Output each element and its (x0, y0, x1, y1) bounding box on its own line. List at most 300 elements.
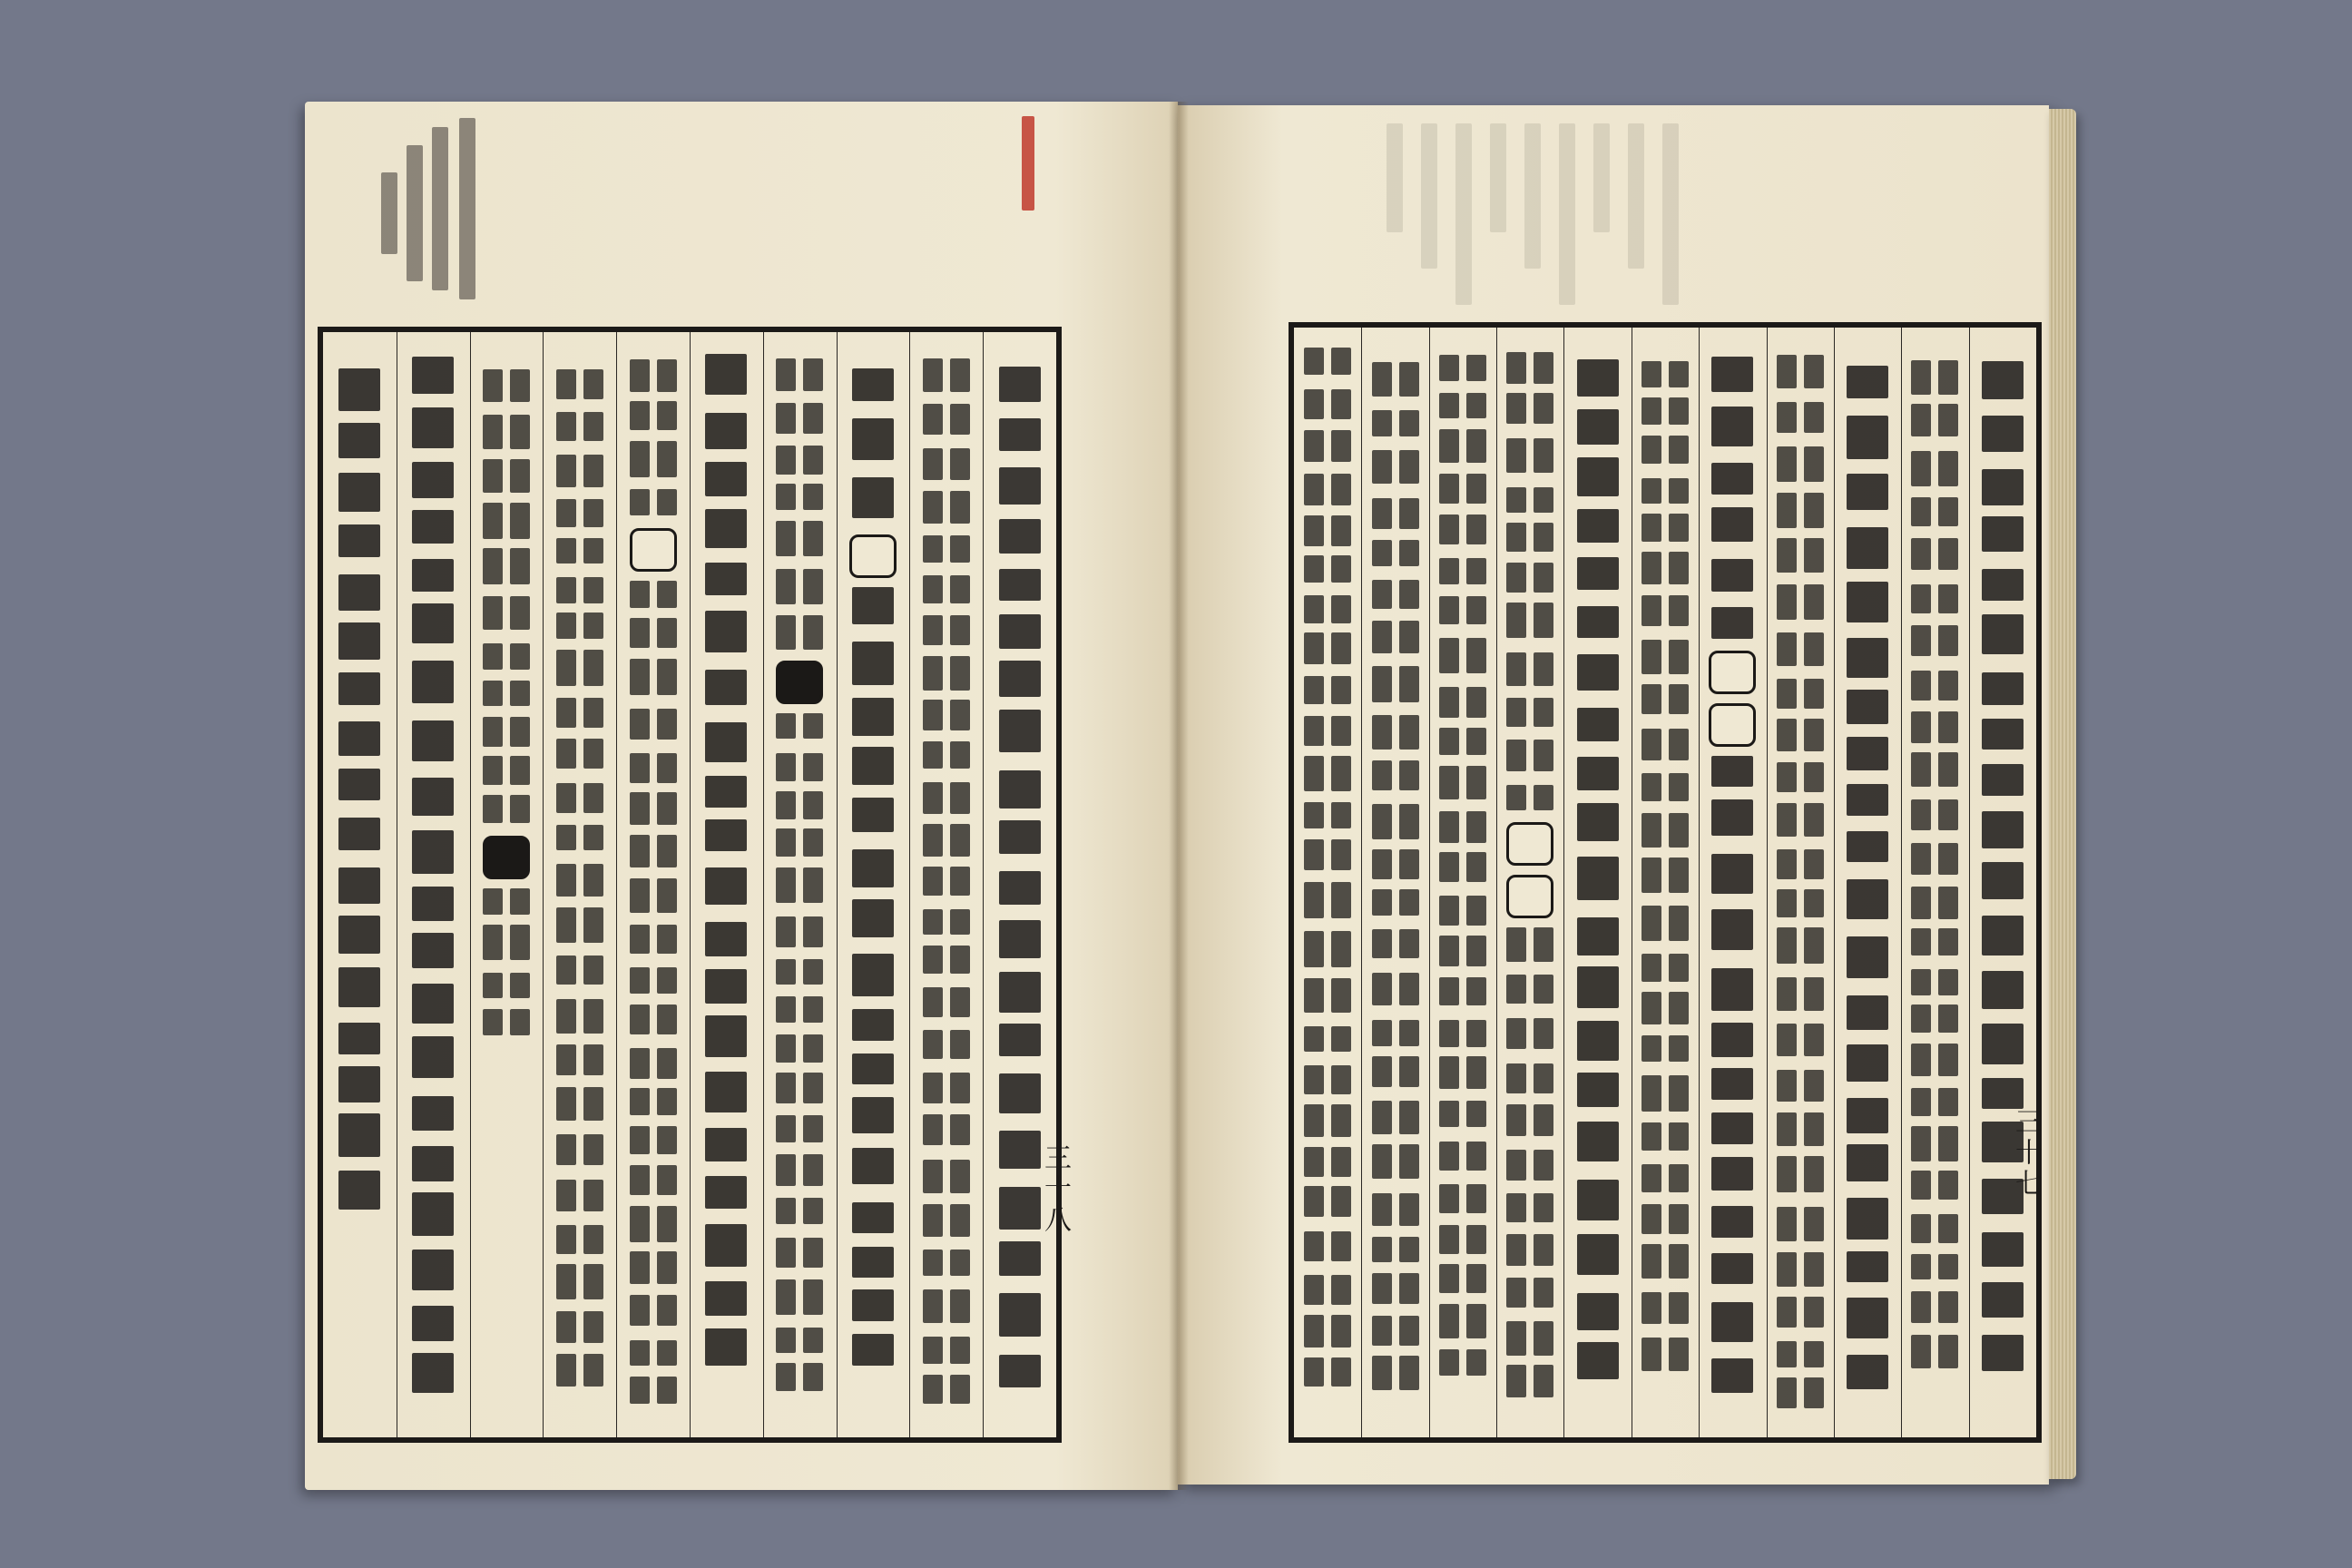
printed-character (1534, 603, 1553, 638)
printed-character (1331, 756, 1351, 791)
printed-character (1439, 1020, 1459, 1047)
printed-character (1642, 397, 1661, 425)
printed-character (1506, 438, 1526, 473)
printed-character (923, 656, 943, 691)
printed-character (1911, 497, 1931, 525)
text-column (841, 345, 905, 1425)
printed-character (950, 404, 970, 435)
printed-character (950, 1030, 970, 1058)
printed-character (583, 825, 603, 851)
printed-character (705, 611, 747, 652)
printed-character (950, 615, 970, 645)
handwritten-note-stroke (432, 127, 448, 290)
printed-character (1399, 1316, 1419, 1346)
printed-character (1642, 552, 1661, 584)
printed-character (1711, 1302, 1753, 1343)
printed-character (1938, 969, 1958, 995)
text-column (694, 345, 758, 1425)
printed-character (1938, 1171, 1958, 1200)
printed-character (1331, 1231, 1351, 1261)
printed-character (583, 1044, 603, 1074)
printed-character (1804, 1070, 1824, 1102)
printed-character (923, 909, 943, 935)
printed-character (803, 446, 823, 475)
printed-character (1466, 728, 1486, 755)
printed-character (1711, 799, 1753, 837)
show-through-stroke (1559, 123, 1575, 305)
text-column (1836, 340, 1899, 1425)
printed-character (1669, 1338, 1689, 1371)
printed-character (1372, 1316, 1392, 1346)
printed-character (776, 1328, 796, 1354)
printed-character (923, 1204, 943, 1237)
printed-character (556, 825, 576, 851)
column-rule (1969, 328, 1970, 1437)
printed-character (1938, 843, 1958, 876)
printed-character (583, 499, 603, 527)
printed-character (412, 984, 454, 1024)
printed-character (1577, 509, 1619, 543)
column-rule (543, 332, 544, 1437)
printed-character (1466, 514, 1486, 544)
printed-character (923, 1250, 943, 1275)
printed-character (1642, 1164, 1661, 1192)
column-rule (470, 332, 471, 1437)
printed-character (510, 795, 530, 823)
printed-character (1847, 1251, 1888, 1283)
printed-character (923, 448, 943, 480)
printed-character (483, 925, 503, 960)
printed-character (1938, 1004, 1958, 1033)
printed-character (1331, 515, 1351, 546)
printed-character (803, 569, 823, 603)
printed-character (1669, 684, 1689, 714)
printed-character (630, 709, 650, 740)
printed-character (1911, 671, 1931, 701)
printed-character (510, 717, 530, 747)
printed-character (1711, 1358, 1753, 1393)
printed-character (950, 1114, 970, 1145)
printed-character (657, 401, 677, 430)
printed-character (483, 369, 503, 402)
printed-character (950, 1160, 970, 1193)
text-column (915, 345, 978, 1425)
printed-character (705, 819, 747, 851)
printed-character (1804, 1156, 1824, 1192)
printed-character (1804, 803, 1824, 837)
printed-character (1466, 1225, 1486, 1254)
printed-character (338, 967, 380, 1007)
printed-character (1506, 523, 1526, 553)
printed-character (556, 783, 576, 814)
printed-character (1804, 355, 1824, 388)
printed-character (1847, 416, 1888, 459)
printed-character (803, 1328, 823, 1354)
printed-character (483, 973, 503, 998)
column-rule (1361, 328, 1362, 1437)
printed-character (1331, 1275, 1351, 1305)
printed-character (657, 581, 677, 607)
printed-character (1372, 498, 1392, 530)
printed-character (630, 792, 650, 824)
printed-character (1847, 366, 1888, 399)
printed-character (556, 612, 576, 640)
printed-character (1911, 1254, 1931, 1279)
printed-character (999, 1241, 1041, 1275)
printed-character (630, 1165, 650, 1196)
printed-character (1304, 931, 1324, 967)
printed-character (657, 1004, 677, 1034)
printed-character (1439, 638, 1459, 672)
printed-character (1938, 1088, 1958, 1116)
printed-character (657, 792, 677, 824)
printed-character (1439, 355, 1459, 381)
printed-character (1304, 839, 1324, 870)
printed-character (999, 418, 1041, 451)
printed-character (1577, 557, 1619, 590)
printed-character (483, 548, 503, 584)
printed-character (1804, 493, 1824, 529)
printed-character (1642, 858, 1661, 894)
printed-character (1777, 803, 1797, 837)
printed-character (1711, 559, 1753, 592)
printed-character (1372, 580, 1392, 609)
printed-character (1506, 1104, 1526, 1136)
printed-character (1331, 595, 1351, 623)
printed-character (852, 587, 894, 624)
printed-character (1466, 1101, 1486, 1127)
text-column (1633, 340, 1697, 1425)
show-through-stroke (1490, 123, 1506, 232)
printed-character (852, 1148, 894, 1185)
printed-character (1669, 1292, 1689, 1324)
printed-character (1399, 1056, 1419, 1087)
printed-character (657, 618, 677, 649)
printed-character (1372, 410, 1392, 436)
printed-character (1642, 1122, 1661, 1151)
printed-character (1506, 1321, 1526, 1356)
red-ink-stroke (1022, 116, 1034, 211)
printed-character (338, 1113, 380, 1157)
printed-character (510, 369, 530, 402)
printed-character (1466, 1142, 1486, 1171)
printed-character (776, 521, 796, 555)
printed-character (1577, 654, 1619, 691)
printed-character (776, 1034, 796, 1063)
printed-character (583, 739, 603, 769)
text-column (1700, 340, 1764, 1425)
printed-character (630, 967, 650, 995)
printed-character (950, 491, 970, 524)
printed-character (412, 1146, 454, 1181)
printed-character (1711, 607, 1753, 639)
show-through-stroke (1387, 123, 1403, 232)
printed-character (1466, 1304, 1486, 1339)
printed-character (803, 484, 823, 510)
printed-character (583, 783, 603, 814)
printed-character (1577, 409, 1619, 446)
printed-character (1439, 1304, 1459, 1339)
printed-character (583, 412, 603, 440)
printed-character (412, 603, 454, 643)
printed-character (338, 622, 380, 660)
printed-character (923, 575, 943, 603)
printed-character (1304, 1147, 1324, 1177)
printed-character (950, 987, 970, 1017)
printed-character (1911, 711, 1931, 742)
printed-character (1777, 355, 1797, 388)
printed-character (630, 878, 650, 913)
printed-character (1938, 625, 1958, 656)
book-gutter (1169, 102, 1189, 1490)
printed-character (776, 358, 796, 391)
printed-character (1938, 928, 1958, 956)
printed-character (776, 959, 796, 985)
printed-character (583, 650, 603, 686)
printed-character (556, 1087, 576, 1121)
printed-character (1399, 1020, 1419, 1047)
printed-character (1372, 450, 1392, 485)
printed-character (657, 1048, 677, 1079)
printed-character (1642, 1338, 1661, 1371)
printed-character (1577, 1073, 1619, 1107)
printed-character (1911, 799, 1931, 830)
printed-character (412, 933, 454, 968)
printed-character (338, 368, 380, 411)
printed-character (1331, 1065, 1351, 1094)
text-column (1364, 340, 1427, 1425)
printed-character (1399, 849, 1419, 879)
printed-character (630, 1295, 650, 1326)
printed-character (705, 1072, 747, 1112)
printed-character (1466, 429, 1486, 463)
printed-character (1982, 469, 2024, 505)
printed-character (1669, 729, 1689, 761)
printed-character (1577, 1021, 1619, 1061)
printed-character (583, 1311, 603, 1343)
printed-character (338, 769, 380, 799)
printed-character (483, 415, 503, 449)
printed-character (630, 401, 650, 430)
printed-character (412, 357, 454, 393)
printed-character (1534, 352, 1553, 384)
printed-character (1577, 917, 1619, 956)
text-column (328, 345, 391, 1425)
printed-character (583, 455, 603, 487)
printed-character (657, 659, 677, 695)
printed-character (1911, 451, 1931, 486)
printed-character (950, 867, 970, 897)
printed-character (556, 1180, 576, 1211)
printed-character (1982, 569, 2024, 601)
printed-character (1577, 1293, 1619, 1330)
printed-character (1534, 1150, 1553, 1181)
printed-character (1506, 652, 1526, 686)
printed-character (1534, 698, 1553, 727)
printed-character (338, 524, 380, 557)
printed-character (1669, 954, 1689, 982)
printed-character (1399, 450, 1419, 485)
printed-character (1466, 558, 1486, 584)
printed-character (657, 1377, 677, 1404)
printed-character (776, 569, 796, 603)
printed-character (1938, 1044, 1958, 1076)
printed-character (1466, 896, 1486, 926)
printed-character (923, 1030, 943, 1058)
printed-character (1466, 1264, 1486, 1293)
column-rule (1901, 328, 1902, 1437)
printed-character (1642, 640, 1661, 674)
printed-character (1439, 474, 1459, 503)
printed-character (1399, 715, 1419, 750)
printed-character (1506, 1018, 1526, 1049)
printed-character (1331, 474, 1351, 505)
printed-character (950, 824, 970, 857)
printed-character (1372, 1237, 1392, 1262)
printed-character (1372, 1193, 1392, 1227)
printed-character (923, 1375, 943, 1404)
printed-character (556, 577, 576, 603)
printed-character (556, 739, 576, 769)
handwritten-note-stroke (459, 118, 475, 299)
text-column (1903, 340, 1966, 1425)
printed-character (412, 1306, 454, 1342)
printed-character (1911, 1004, 1931, 1033)
printed-character (583, 698, 603, 728)
printed-character (776, 1115, 796, 1142)
printed-character (1982, 1024, 2024, 1064)
printed-character (412, 1192, 454, 1235)
text-column (1971, 340, 2034, 1425)
printed-character (1534, 1193, 1553, 1222)
printed-character (1439, 811, 1459, 843)
printed-character (1847, 1355, 1888, 1390)
printed-character (1466, 852, 1486, 881)
printed-character (776, 867, 796, 903)
printed-character (510, 1009, 530, 1035)
printed-character (1982, 916, 2024, 956)
annotation-marker (1506, 822, 1553, 866)
printed-character (950, 1250, 970, 1275)
printed-character (950, 1375, 970, 1404)
printed-character (510, 459, 530, 493)
printed-character (1777, 1341, 1797, 1367)
printed-character (1642, 1035, 1661, 1063)
printed-character (1399, 362, 1419, 397)
printed-character (705, 722, 747, 763)
column-rule (616, 332, 617, 1437)
printed-character (1777, 538, 1797, 573)
printed-character (1982, 1078, 2024, 1109)
printed-character (483, 1009, 503, 1035)
printed-character (1466, 811, 1486, 843)
printed-character (776, 828, 796, 858)
printed-character (412, 1096, 454, 1131)
printed-character (630, 489, 650, 515)
printed-character (1847, 1144, 1888, 1181)
printed-character (950, 1204, 970, 1237)
printed-character (1372, 760, 1392, 790)
printed-character (1642, 1075, 1661, 1112)
left-text-frame (318, 327, 1062, 1443)
printed-character (556, 1225, 576, 1255)
folio-number-left: 三十八 (1039, 1143, 1071, 1236)
printed-character (412, 559, 454, 591)
handwritten-note-stroke (381, 172, 397, 254)
text-column (622, 345, 685, 1425)
printed-character (1982, 672, 2024, 706)
printed-character (657, 1295, 677, 1326)
printed-character (803, 1363, 823, 1391)
printed-character (510, 548, 530, 584)
printed-character (1711, 1068, 1753, 1100)
annotation-marker (849, 534, 897, 578)
printed-character (1847, 638, 1888, 678)
printed-character (923, 1160, 943, 1193)
printed-character (338, 1066, 380, 1102)
printed-character (852, 899, 894, 938)
printed-character (950, 782, 970, 815)
printed-character (556, 1044, 576, 1074)
printed-character (1982, 516, 2024, 551)
printed-character (1911, 752, 1931, 788)
printed-character (556, 1264, 576, 1299)
printed-character (1711, 909, 1753, 951)
printed-character (510, 973, 530, 998)
printed-character (1938, 538, 1958, 570)
printed-character (657, 878, 677, 913)
printed-character (1577, 966, 1619, 1008)
printed-character (1847, 879, 1888, 919)
printed-character (1804, 1112, 1824, 1146)
printed-character (1669, 1164, 1689, 1192)
printed-character (1506, 698, 1526, 727)
printed-character (1642, 361, 1661, 387)
printed-character (1847, 995, 1888, 1030)
printed-character (338, 672, 380, 704)
show-through-stroke (1628, 123, 1644, 269)
printed-character (1534, 652, 1553, 686)
printed-character (1777, 1112, 1797, 1146)
printed-character (1911, 1126, 1931, 1161)
text-column (768, 345, 831, 1425)
printed-character (1372, 1356, 1392, 1390)
printed-character (412, 778, 454, 816)
printed-character (1439, 728, 1459, 755)
right-text-frame (1289, 322, 2042, 1443)
printed-character (999, 367, 1041, 402)
printed-character (776, 615, 796, 650)
printed-character (705, 1224, 747, 1267)
printed-character (1804, 977, 1824, 1011)
printed-character (1304, 1315, 1324, 1348)
printed-character (999, 661, 1041, 698)
printed-character (852, 698, 894, 736)
printed-character (1711, 1253, 1753, 1284)
printed-character (1804, 1341, 1824, 1367)
printed-character (950, 909, 970, 935)
printed-character (1642, 436, 1661, 464)
printed-character (1399, 889, 1419, 916)
printed-character (412, 661, 454, 703)
printed-character (999, 519, 1041, 554)
printed-character (1304, 1231, 1324, 1261)
printed-character (1439, 1225, 1459, 1254)
printed-character (776, 484, 796, 510)
printed-character (1506, 740, 1526, 771)
printed-character (803, 828, 823, 858)
printed-character (1982, 614, 2024, 655)
